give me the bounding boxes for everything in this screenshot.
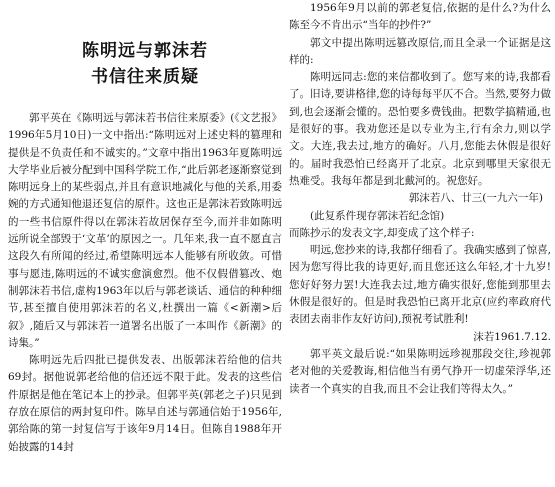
left-paragraph-2: 陈明远先后四批已提供发表、出版郭沫若给他的信共69封。据他说郭老给他的信还远不限于此。发表的这些信件原据是他在笔记本上的抄录。但郭平英(郭老之子)只见到存放在原信的两封复印件。陈早自述与郭通信始于1956年,郭给陈的第一封复信写于该年9月14日。但陈自1988年开始披露的14封 [8, 354, 282, 453]
article-title-line2: 书信往来质疑 [91, 67, 199, 87]
right-paragraph-1: 1956年9月以前的郭老复信,依据的是什么?为什么陈至今不肯出示“当年的抄件?” [289, 2, 551, 32]
right-paragraph-4: 郭平英文最后说:“如果陈明远珍视那段交往,珍视郭老对他的关爱教诲,相信他当有勇气挣开一切虚荣浮华,还读者一个真实的自我,而且不会让我们等得太久。” [289, 347, 551, 395]
article-title-line1: 陈明远与郭沫若 [82, 41, 208, 61]
original-letter-body: 陈明远同志:您的来信都收到了。您写来的诗,我都看了。旧诗,要讲格律,您的诗每每平仄不合。当然,要努力做到,也会逐渐会懂的。恐怕要多费钱曲。把数学搞精通,也是很好的事。我劝您还是以专业为主,行有余力,则以学文。大连,我去过,地方的确好。八月,您能去休假是很好的。届时我恐怕已经离开了北京。北京到哪里天家很无热难受。我每年都是到北戴河的。祝您好。 [289, 71, 552, 187]
right-paragraph-3: 而陈抄示的发表文字,却变成了这个样子: [289, 226, 475, 239]
right-column [289, 0, 551, 398]
original-letter-signature: 郭沫若八、廿三(一九六一年) [408, 192, 543, 205]
left-paragraph-1: 郭平英在《陈明远与郭沫若书信往来原委》(《文艺报》1996年5月10日)一文中指出:“陈明远对上述史料的篡理和提供是不负责任和不诚实的。”文章中指出1963年夏陈明远大学毕业后被分配到中国科学院工作,“此后郭老逐渐察觉到陈明远身上的某些弱点,并且有意识地减化与他的关系,用委婉的方式通知他退还复信的原件。这也正是郭沫若致陈明远的一些书信原件得以在郭沫若故居保存至今,而并非如陈明远所说全部毁于‘文革’的原因之一。几年来,我一直不愿直言这段久有所闻的经过,希望陈明远本人能够有所收敛。可惜事与愿违,陈明远的不诚实愈演愈烈。他不仅假借篡改、炮制郭沫若书信,虚构1963年以后与郭老谈话、通信的种种细节,甚至擅自使用郭沫若的名义,杜撰出一篇《<新潮>后叙》,随后又与郭沫若一道署名出版了一本叫作《新潮》的诗集。” [8, 112, 282, 349]
right-paragraph-2: 郭文中提出陈明远篡改原信,而且全录一个证据是这样的: [289, 36, 551, 66]
original-letter-note: (此复系件现存郭沫若纪念馆) [310, 209, 445, 222]
modified-letter-signature: 沫若1961.7.12. [473, 330, 551, 343]
left-column [8, 0, 282, 456]
modified-letter-body: 明远,您抄来的诗,我都仔细看了。我确实感到了惊喜,因为您写得比我的诗更好,而且您还这么年轻,才十九岁!您好好努力罢!大连我去过,地方确实很好,您能到那里去休假是很好的。但是时我恐怕已离开北京(应约率政府代表团去南非作友好访问),预祝考试胜利! [289, 244, 552, 326]
